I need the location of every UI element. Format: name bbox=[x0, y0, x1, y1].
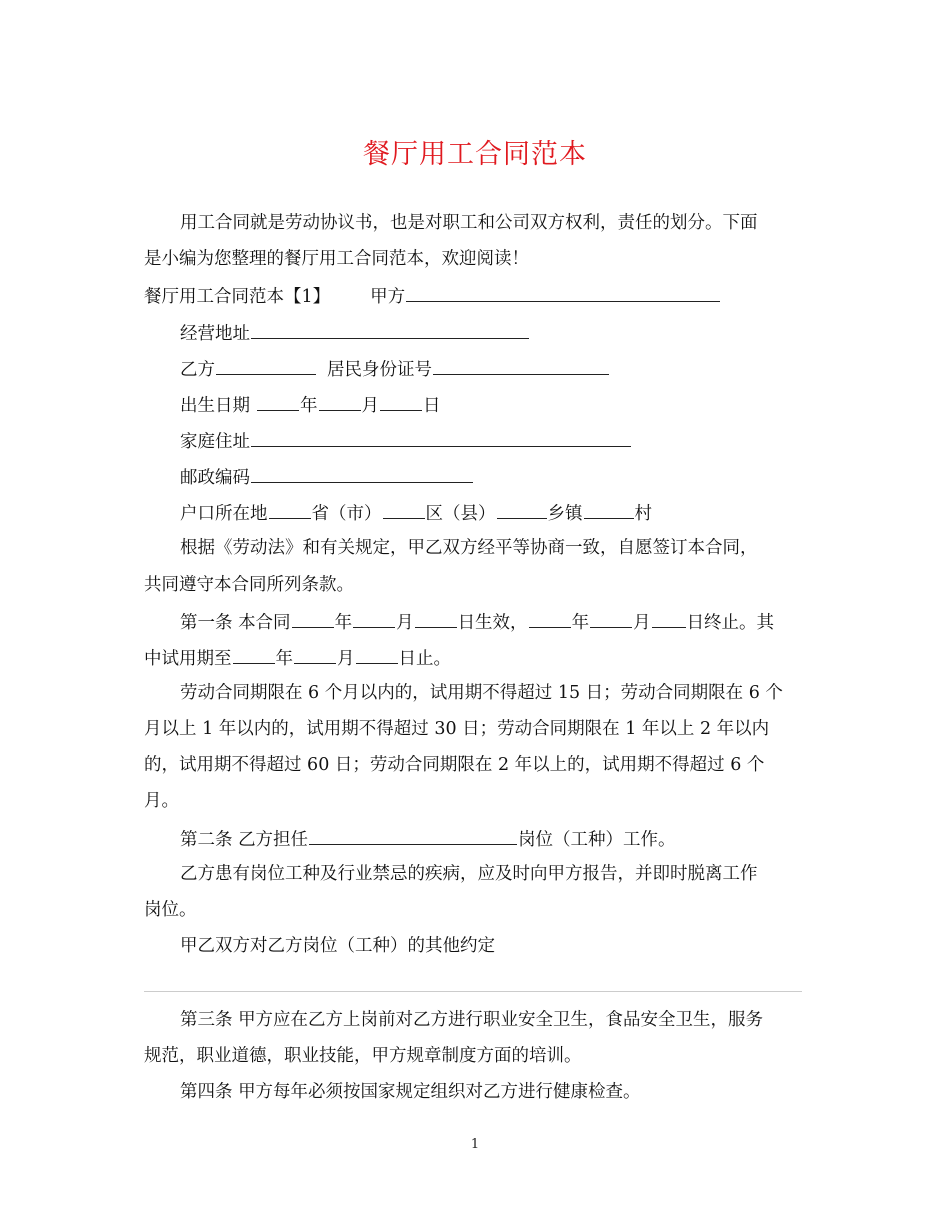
township-blank bbox=[497, 500, 547, 519]
trial-month-blank bbox=[294, 645, 336, 664]
hukou-row bbox=[180, 500, 652, 526]
article-2-row bbox=[180, 826, 676, 852]
birth-day-unit: 日 bbox=[423, 396, 441, 416]
province-blank bbox=[269, 500, 311, 519]
party-b-blank bbox=[216, 356, 316, 375]
birth-year-blank bbox=[257, 392, 299, 411]
start-month-blank bbox=[353, 609, 395, 628]
trial-end-text: 日止。 bbox=[398, 649, 451, 669]
birth-date-row bbox=[180, 392, 441, 418]
article-2-suffix: 岗位（工种）工作。 bbox=[518, 830, 676, 850]
id-number-blank bbox=[433, 356, 609, 375]
article-2-prefix: 第二条 乙方担任 bbox=[180, 830, 309, 850]
start-year-blank bbox=[292, 609, 334, 628]
trial-year-unit: 年 bbox=[275, 649, 293, 669]
divider-line bbox=[144, 991, 802, 992]
document-title: 餐厅用工合同范本 bbox=[363, 139, 587, 170]
business-address-blank bbox=[251, 320, 529, 339]
village-blank bbox=[584, 500, 634, 519]
sample-heading: 餐厅用工合同范本【1】 bbox=[144, 287, 331, 307]
postal-code-label: 邮政编码 bbox=[180, 468, 250, 488]
village-label: 村 bbox=[634, 504, 652, 524]
party-a-blank bbox=[406, 283, 720, 302]
trial-period-row bbox=[144, 645, 451, 671]
trial-year-blank bbox=[233, 645, 275, 664]
intro-line-2: 是小编为您整理的餐厅用工合同范本，欢迎阅读！ bbox=[144, 249, 529, 269]
end-day-blank bbox=[652, 609, 686, 628]
trial-day-blank bbox=[356, 645, 398, 664]
start-month-unit: 月 bbox=[396, 613, 414, 633]
probation-line-4: 月。 bbox=[144, 791, 179, 811]
birth-year-unit: 年 bbox=[300, 396, 318, 416]
party-a-label: 甲方 bbox=[370, 287, 406, 307]
article-3-line-1: 第三条 甲方应在乙方上岗前对乙方进行职业安全卫生，食品安全卫生，服务 bbox=[180, 1010, 764, 1030]
page-number: 1 bbox=[470, 1137, 480, 1152]
probation-line-3: 的，试用期不得超过 60 日；劳动合同期限在 2 年以上的，试用期不得超过 6 个 bbox=[144, 755, 765, 775]
end-year-blank bbox=[529, 609, 571, 628]
trial-prefix: 中试用期至 bbox=[144, 649, 232, 669]
probation-line-2: 月以上 1 年以内的，试用期不得超过 30 日；劳动合同期限在 1 年以上 2 年以内 bbox=[144, 719, 770, 739]
home-address-label: 家庭住址 bbox=[180, 432, 250, 452]
birth-date-label: 出生日期 bbox=[180, 396, 250, 416]
end-month-blank bbox=[590, 609, 632, 628]
article-4: 第四条 甲方每年必须按国家规定组织对乙方进行健康检查。 bbox=[180, 1082, 641, 1102]
party-b-row bbox=[180, 356, 610, 382]
start-day-blank bbox=[415, 609, 457, 628]
basis-line-2: 共同遵守本合同所列条款。 bbox=[144, 575, 354, 595]
end-year-unit: 年 bbox=[571, 613, 590, 633]
other-agreement: 甲乙双方对乙方岗位（工种）的其他约定 bbox=[180, 936, 495, 956]
hukou-label: 户口所在地 bbox=[180, 504, 268, 524]
end-month-unit: 月 bbox=[633, 613, 651, 633]
start-year-unit: 年 bbox=[334, 613, 353, 633]
district-blank bbox=[383, 500, 425, 519]
party-b-label: 乙方 bbox=[180, 360, 215, 380]
id-number-label: 居民身份证号 bbox=[327, 360, 432, 380]
disease-line-2: 岗位。 bbox=[144, 900, 197, 920]
intro-line-1: 用工合同就是劳动协议书，也是对职工和公司双方权利，责任的划分。下面 bbox=[180, 213, 758, 233]
position-blank bbox=[309, 826, 517, 845]
article-3-line-2: 规范，职业道德，职业技能，甲方规章制度方面的培训。 bbox=[144, 1046, 582, 1066]
district-county-label: 区（县） bbox=[425, 504, 496, 524]
home-address-row bbox=[180, 428, 632, 454]
birth-month-blank bbox=[319, 392, 361, 411]
business-address-row bbox=[180, 320, 530, 346]
postal-code-row bbox=[180, 464, 474, 490]
terminate-text: 日终止。其 bbox=[686, 613, 775, 633]
disease-line-1: 乙方患有岗位工种及行业禁忌的疾病，应及时向甲方报告，并即时脱离工作 bbox=[180, 864, 758, 884]
party-a-row bbox=[144, 283, 721, 309]
home-address-blank bbox=[251, 428, 631, 447]
article-1-prefix: 第一条 本合同 bbox=[180, 613, 291, 633]
article-1-row bbox=[180, 609, 774, 635]
postal-code-blank bbox=[251, 464, 473, 483]
basis-line-1: 根据《劳动法》和有关规定，甲乙双方经平等协商一致，自愿签订本合同， bbox=[180, 538, 758, 558]
birth-month-unit: 月 bbox=[361, 396, 379, 416]
probation-line-1: 劳动合同期限在 6 个月以内的，试用期不得超过 15 日；劳动合同期限在 6 个 bbox=[180, 683, 783, 703]
effective-text: 日生效， bbox=[457, 613, 528, 633]
trial-month-unit: 月 bbox=[337, 649, 355, 669]
birth-day-blank bbox=[380, 392, 422, 411]
province-city-label: 省（市） bbox=[311, 504, 382, 524]
township-label: 乡镇 bbox=[547, 504, 583, 524]
business-address-label: 经营地址 bbox=[180, 324, 250, 344]
